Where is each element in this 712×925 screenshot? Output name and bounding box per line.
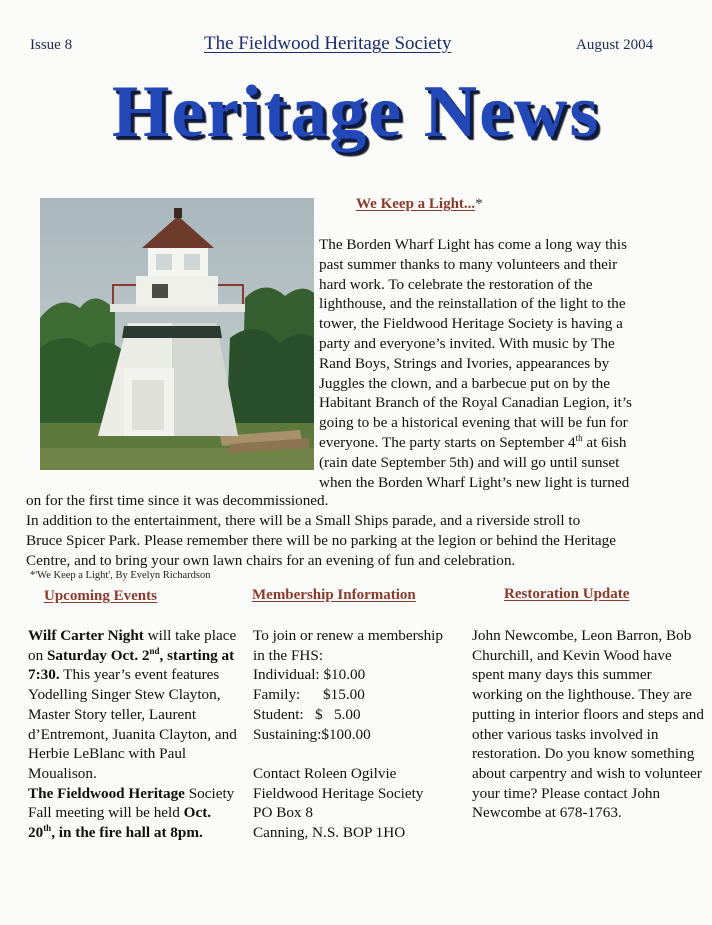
article-line: (rain date September 5th) and will go until sunset bbox=[319, 453, 620, 471]
membership-intro: To join or renew a membership in the FHS: bbox=[253, 627, 443, 664]
membership-fee: Family: $15.00 bbox=[253, 686, 365, 704]
article-body-wrapped bbox=[319, 235, 664, 492]
article-line: lighthouse, and the reinstallation of the light to the bbox=[319, 295, 626, 313]
events-paragraph: The Fieldwood Heritage Society Fall meeting will be held Oct. 20th, in the fire hall at 8pm. bbox=[28, 784, 235, 842]
restoration-text: John Newcombe, Leon Barron, Bob Churchill, and Kevin Wood have spent many days this summer working on the lighthouse. They are putting in interior floors and steps and other various tasks involved in restoration. Do you know something about carpentry and wish to volunteer your time? Please contact John Newcombe at 678-1763. bbox=[472, 627, 704, 822]
article-line: hard work. To celebrate the restoration of the bbox=[319, 275, 593, 293]
restoration-column bbox=[472, 626, 704, 823]
article-title: We Keep a Light...* bbox=[356, 196, 483, 212]
article-line: when the Borden Wharf Light’s new light is turned bbox=[319, 473, 630, 491]
lighthouse-photo bbox=[40, 198, 314, 470]
membership-heading: Membership Information bbox=[252, 587, 416, 603]
article-line: on for the first time since it was decommissioned. bbox=[26, 492, 329, 509]
article-body-full bbox=[26, 491, 686, 571]
article-footnote: *'We Keep a Light', By Evelyn Richardson bbox=[30, 570, 211, 581]
contact-line: Contact Roleen Ogilvie bbox=[253, 764, 397, 782]
membership-fee: Sustaining:$100.00 bbox=[253, 725, 371, 743]
events-heading: Upcoming Events bbox=[44, 588, 157, 604]
article-line: Juggles the clown, and a barbecue put on by the bbox=[319, 374, 611, 392]
restoration-heading: Restoration Update bbox=[504, 586, 630, 602]
events-column bbox=[28, 626, 240, 843]
issue-number: Issue 8 bbox=[30, 37, 73, 53]
membership-column bbox=[253, 626, 453, 843]
issue-date: August 2004 bbox=[576, 37, 654, 53]
membership-fee: Student: $ 5.00 bbox=[253, 705, 361, 723]
article-line: everyone. The party starts on September 4th at 6ish bbox=[319, 432, 627, 451]
article-line: The Borden Wharf Light has come a long way this bbox=[319, 236, 628, 253]
article-line: Habitant Branch of the Royal Canadian Legion, it’s bbox=[319, 394, 632, 412]
article-line: going to be a historical evening that will be fun for bbox=[319, 414, 628, 432]
article-line: Centre, and to bring your own lawn chairs for an evening of fun and celebration. bbox=[26, 552, 516, 569]
article-line: Rand Boys, Strings and Ivories, appearances by bbox=[319, 354, 610, 372]
article-line: past summer thanks to many volunteers and their bbox=[319, 255, 618, 273]
newsletter-title: Heritage News bbox=[111, 71, 601, 153]
article-line: In addition to the entertainment, there will be a Small Ships parade, and a riverside stroll to bbox=[26, 512, 581, 529]
article-line: Bruce Spicer Park. Please remember there will be no parking at the legion or behind the Heritage bbox=[26, 532, 616, 549]
events-paragraph: Wilf Carter Night will take place on Saturday Oct. 2nd, starting at 7:30. This year’s event features Yodelling Singer Stew Clayton, Master Story teller, Laurent d’Entremont, Juanita Clayton, and Herbie LeBlanc with Paul Moualison. bbox=[28, 627, 237, 782]
contact-line: Canning, N.S. BOP 1HO bbox=[253, 824, 406, 842]
contact-line: Fieldwood Heritage Society bbox=[253, 784, 424, 802]
society-name: The Fieldwood Heritage Society bbox=[204, 33, 452, 54]
article-line: tower, the Fieldwood Heritage Society is having a bbox=[319, 315, 623, 333]
article-line: party and everyone’s invited. With music by The bbox=[319, 334, 615, 352]
contact-line: PO Box 8 bbox=[253, 804, 313, 822]
lighthouse-illustration bbox=[40, 198, 314, 470]
membership-fee: Individual: $10.00 bbox=[253, 666, 366, 684]
